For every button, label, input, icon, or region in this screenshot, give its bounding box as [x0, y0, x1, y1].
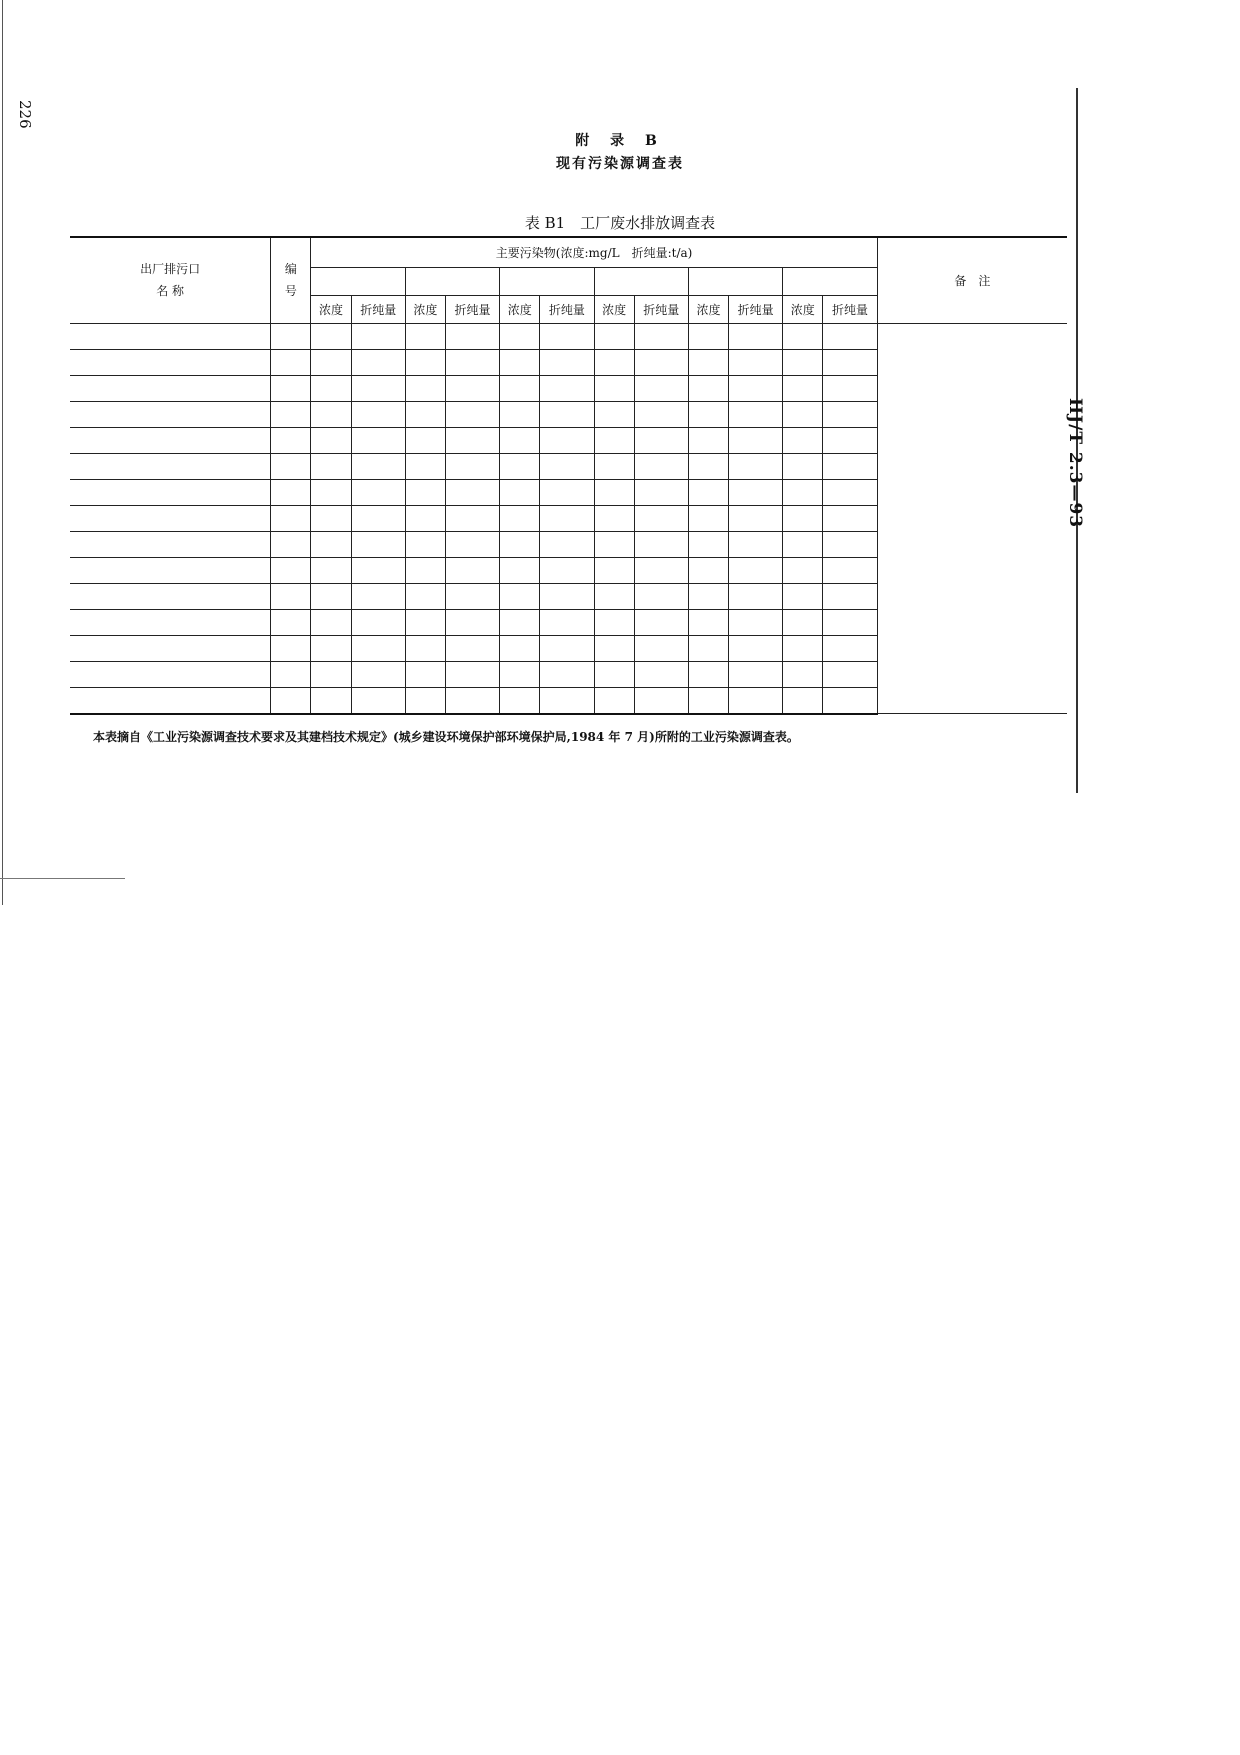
concentration-cell[interactable] — [500, 531, 540, 557]
pure-amount-cell[interactable] — [634, 427, 688, 453]
concentration-cell[interactable] — [783, 609, 823, 635]
pure-amount-cell[interactable] — [445, 661, 499, 687]
pure-amount-cell[interactable] — [823, 323, 877, 349]
pure-amount-header: 折纯量 — [351, 295, 405, 323]
code-header: 编 号 — [271, 237, 311, 323]
pure-amount-cell[interactable] — [445, 453, 499, 479]
outlet-name-cell[interactable] — [70, 583, 271, 609]
concentration-cell[interactable] — [688, 635, 728, 661]
pure-amount-cell[interactable] — [823, 661, 877, 687]
pure-amount-cell[interactable] — [445, 609, 499, 635]
concentration-cell[interactable] — [500, 557, 540, 583]
concentration-cell[interactable] — [783, 583, 823, 609]
remarks-header: 备 注 — [877, 237, 1067, 323]
concentration-cell[interactable] — [405, 609, 445, 635]
concentration-cell[interactable] — [405, 583, 445, 609]
pure-amount-cell[interactable] — [445, 687, 499, 714]
pure-amount-cell[interactable] — [540, 479, 594, 505]
outlet-name-cell[interactable] — [70, 453, 271, 479]
pure-amount-cell[interactable] — [351, 453, 405, 479]
pollutant-name-cell[interactable] — [311, 267, 405, 295]
pure-amount-cell[interactable] — [823, 401, 877, 427]
concentration-cell[interactable] — [311, 349, 351, 375]
concentration-cell[interactable] — [783, 375, 823, 401]
remarks-cell[interactable] — [877, 323, 1067, 714]
code-cell[interactable] — [271, 583, 311, 609]
concentration-cell[interactable] — [594, 609, 634, 635]
code-cell[interactable] — [271, 479, 311, 505]
concentration-cell[interactable] — [311, 583, 351, 609]
pure-amount-cell[interactable] — [729, 609, 783, 635]
pure-amount-cell[interactable] — [351, 375, 405, 401]
concentration-cell[interactable] — [688, 479, 728, 505]
pure-amount-cell[interactable] — [445, 505, 499, 531]
pure-amount-header: 折纯量 — [445, 295, 499, 323]
code-cell[interactable] — [271, 531, 311, 557]
pure-amount-cell[interactable] — [634, 635, 688, 661]
code-cell[interactable] — [271, 375, 311, 401]
pure-amount-cell[interactable] — [445, 375, 499, 401]
pure-amount-cell[interactable] — [823, 583, 877, 609]
pure-amount-cell[interactable] — [540, 661, 594, 687]
concentration-cell[interactable] — [783, 557, 823, 583]
pollutant-name-cell[interactable] — [783, 267, 877, 295]
code-cell[interactable] — [271, 427, 311, 453]
outlet-name-cell[interactable] — [70, 531, 271, 557]
pure-amount-cell[interactable] — [540, 505, 594, 531]
concentration-header: 浓度 — [311, 295, 351, 323]
concentration-cell[interactable] — [783, 349, 823, 375]
pure-amount-cell[interactable] — [729, 479, 783, 505]
pure-amount-cell[interactable] — [445, 401, 499, 427]
code-cell[interactable] — [271, 401, 311, 427]
pure-amount-cell[interactable] — [540, 323, 594, 349]
outlet-name-cell[interactable] — [70, 349, 271, 375]
pure-amount-cell[interactable] — [540, 401, 594, 427]
pure-amount-cell[interactable] — [540, 557, 594, 583]
pure-amount-cell[interactable] — [351, 531, 405, 557]
outlet-name-cell[interactable] — [70, 401, 271, 427]
pure-amount-cell[interactable] — [823, 609, 877, 635]
pure-amount-cell[interactable] — [634, 375, 688, 401]
pure-amount-cell[interactable] — [351, 479, 405, 505]
pure-amount-cell[interactable] — [634, 531, 688, 557]
pure-amount-cell[interactable] — [823, 479, 877, 505]
page-edge-tick — [0, 878, 125, 879]
concentration-cell[interactable] — [311, 661, 351, 687]
concentration-cell[interactable] — [783, 661, 823, 687]
concentration-cell[interactable] — [688, 453, 728, 479]
outlet-name-cell[interactable] — [70, 661, 271, 687]
pure-amount-cell[interactable] — [729, 557, 783, 583]
concentration-header: 浓度 — [405, 295, 445, 323]
pure-amount-cell[interactable] — [351, 349, 405, 375]
outlet-name-cell[interactable] — [70, 609, 271, 635]
concentration-cell[interactable] — [500, 687, 540, 714]
concentration-cell[interactable] — [405, 687, 445, 714]
pollutant-name-cell[interactable] — [405, 267, 499, 295]
pure-amount-cell[interactable] — [540, 453, 594, 479]
concentration-cell[interactable] — [594, 661, 634, 687]
pure-amount-cell[interactable] — [445, 427, 499, 453]
pure-amount-cell[interactable] — [540, 609, 594, 635]
pure-amount-cell[interactable] — [729, 531, 783, 557]
code-cell[interactable] — [271, 661, 311, 687]
pure-amount-cell[interactable] — [823, 557, 877, 583]
pure-amount-cell[interactable] — [634, 557, 688, 583]
concentration-cell[interactable] — [500, 609, 540, 635]
outlet-name-cell[interactable] — [70, 505, 271, 531]
wastewater-survey-table — [70, 236, 1067, 715]
concentration-cell[interactable] — [500, 375, 540, 401]
code-cell[interactable] — [271, 505, 311, 531]
pure-amount-cell[interactable] — [445, 349, 499, 375]
pure-amount-cell[interactable] — [351, 557, 405, 583]
concentration-cell[interactable] — [311, 479, 351, 505]
pure-amount-cell[interactable] — [351, 687, 405, 714]
concentration-cell[interactable] — [311, 505, 351, 531]
header-row-1 — [70, 237, 1067, 267]
concentration-cell[interactable] — [783, 531, 823, 557]
concentration-cell[interactable] — [688, 557, 728, 583]
pure-amount-cell[interactable] — [729, 349, 783, 375]
pollutant-name-cell[interactable] — [688, 267, 782, 295]
concentration-cell[interactable] — [405, 531, 445, 557]
pure-amount-cell[interactable] — [729, 323, 783, 349]
concentration-cell[interactable] — [783, 323, 823, 349]
pure-amount-cell[interactable] — [634, 453, 688, 479]
concentration-cell[interactable] — [783, 635, 823, 661]
pure-amount-cell[interactable] — [729, 687, 783, 714]
concentration-cell[interactable] — [594, 583, 634, 609]
pollutants-header: 主要污染物(浓度:mg/L 折纯量:t/a) — [311, 237, 877, 267]
pure-amount-cell[interactable] — [729, 583, 783, 609]
concentration-cell[interactable] — [405, 661, 445, 687]
concentration-cell[interactable] — [688, 349, 728, 375]
concentration-cell[interactable] — [688, 609, 728, 635]
concentration-header: 浓度 — [594, 295, 634, 323]
pure-amount-cell[interactable] — [445, 635, 499, 661]
pure-amount-cell[interactable] — [634, 349, 688, 375]
concentration-cell[interactable] — [500, 505, 540, 531]
table-row — [70, 323, 1067, 349]
table-caption: 表 B1 工厂废水排放调查表 — [524, 214, 716, 232]
concentration-cell[interactable] — [688, 583, 728, 609]
outlet-name-cell[interactable] — [70, 687, 271, 714]
outlet-name-cell[interactable] — [70, 323, 271, 349]
pure-amount-cell[interactable] — [823, 349, 877, 375]
appendix-title: 附 录 B — [575, 133, 665, 149]
code-cell[interactable] — [271, 453, 311, 479]
appendix-subtitle: 现有污染源调查表 — [556, 156, 684, 172]
concentration-header: 浓度 — [500, 295, 540, 323]
pure-amount-cell[interactable] — [351, 427, 405, 453]
pure-amount-cell[interactable] — [729, 427, 783, 453]
concentration-cell[interactable] — [405, 401, 445, 427]
source-footnote: 本表摘自《工业污染源调查技术要求及其建档技术规定》(城乡建设环境保护部环境保护局,1984 年 7 月)所附的工业污染源调查表。 — [93, 730, 799, 744]
concentration-cell[interactable] — [500, 583, 540, 609]
pure-amount-cell[interactable] — [540, 583, 594, 609]
concentration-cell[interactable] — [405, 635, 445, 661]
concentration-cell[interactable] — [594, 635, 634, 661]
pure-amount-cell[interactable] — [729, 635, 783, 661]
concentration-cell[interactable] — [311, 531, 351, 557]
outlet-name-cell[interactable] — [70, 479, 271, 505]
concentration-cell[interactable] — [311, 375, 351, 401]
concentration-cell[interactable] — [594, 427, 634, 453]
pure-amount-cell[interactable] — [634, 687, 688, 714]
pure-amount-cell[interactable] — [634, 661, 688, 687]
pure-amount-header: 折纯量 — [634, 295, 688, 323]
code-cell[interactable] — [271, 557, 311, 583]
concentration-header: 浓度 — [783, 295, 823, 323]
pure-amount-cell[interactable] — [823, 505, 877, 531]
concentration-cell[interactable] — [594, 453, 634, 479]
pure-amount-cell[interactable] — [351, 583, 405, 609]
pollutant-name-cell[interactable] — [594, 267, 688, 295]
code-cell[interactable] — [271, 635, 311, 661]
concentration-cell[interactable] — [594, 349, 634, 375]
pure-amount-cell[interactable] — [634, 583, 688, 609]
pure-amount-cell[interactable] — [823, 375, 877, 401]
concentration-cell[interactable] — [594, 505, 634, 531]
concentration-cell[interactable] — [405, 427, 445, 453]
pure-amount-cell[interactable] — [351, 401, 405, 427]
pure-amount-cell[interactable] — [634, 401, 688, 427]
concentration-cell[interactable] — [783, 687, 823, 714]
concentration-cell[interactable] — [594, 687, 634, 714]
concentration-cell[interactable] — [405, 479, 445, 505]
pure-amount-cell[interactable] — [634, 505, 688, 531]
concentration-cell[interactable] — [311, 401, 351, 427]
outlet-name-cell[interactable] — [70, 375, 271, 401]
pure-amount-cell[interactable] — [634, 609, 688, 635]
concentration-cell[interactable] — [594, 323, 634, 349]
pure-amount-cell[interactable] — [351, 323, 405, 349]
concentration-cell[interactable] — [405, 453, 445, 479]
concentration-cell[interactable] — [594, 479, 634, 505]
page-number: 226 — [16, 100, 34, 129]
concentration-cell[interactable] — [405, 323, 445, 349]
pure-amount-cell[interactable] — [823, 531, 877, 557]
concentration-cell[interactable] — [311, 453, 351, 479]
pure-amount-cell[interactable] — [540, 635, 594, 661]
code-cell[interactable] — [271, 687, 311, 714]
outlet-name-cell[interactable] — [70, 635, 271, 661]
concentration-cell[interactable] — [500, 453, 540, 479]
concentration-cell[interactable] — [500, 661, 540, 687]
concentration-cell[interactable] — [688, 661, 728, 687]
code-cell[interactable] — [271, 349, 311, 375]
pure-amount-cell[interactable] — [445, 531, 499, 557]
outlet-name-header: 出厂排污口 名 称 — [70, 237, 271, 323]
pure-amount-cell[interactable] — [729, 505, 783, 531]
concentration-cell[interactable] — [405, 557, 445, 583]
pure-amount-cell[interactable] — [823, 635, 877, 661]
pure-amount-cell[interactable] — [445, 479, 499, 505]
pure-amount-cell[interactable] — [634, 323, 688, 349]
pure-amount-cell[interactable] — [351, 661, 405, 687]
code-cell[interactable] — [271, 609, 311, 635]
outlet-name-cell[interactable] — [70, 557, 271, 583]
pure-amount-cell[interactable] — [634, 479, 688, 505]
concentration-cell[interactable] — [783, 453, 823, 479]
outlet-name-cell[interactable] — [70, 427, 271, 453]
concentration-cell[interactable] — [688, 687, 728, 714]
pure-amount-cell[interactable] — [729, 453, 783, 479]
pure-amount-header: 折纯量 — [540, 295, 594, 323]
concentration-cell[interactable] — [311, 687, 351, 714]
concentration-cell[interactable] — [500, 323, 540, 349]
pure-amount-cell[interactable] — [729, 401, 783, 427]
pure-amount-cell[interactable] — [351, 635, 405, 661]
pure-amount-cell[interactable] — [729, 375, 783, 401]
pure-amount-cell[interactable] — [540, 375, 594, 401]
concentration-cell[interactable] — [500, 427, 540, 453]
pure-amount-cell[interactable] — [445, 583, 499, 609]
pure-amount-cell[interactable] — [540, 687, 594, 714]
pure-amount-header: 折纯量 — [729, 295, 783, 323]
pure-amount-cell[interactable] — [351, 505, 405, 531]
concentration-cell[interactable] — [783, 401, 823, 427]
concentration-cell[interactable] — [500, 401, 540, 427]
concentration-cell[interactable] — [688, 505, 728, 531]
pure-amount-cell[interactable] — [823, 427, 877, 453]
concentration-cell[interactable] — [688, 375, 728, 401]
pure-amount-cell[interactable] — [445, 557, 499, 583]
pure-amount-cell[interactable] — [351, 609, 405, 635]
concentration-cell[interactable] — [688, 323, 728, 349]
concentration-cell[interactable] — [688, 427, 728, 453]
concentration-cell[interactable] — [311, 427, 351, 453]
pure-amount-cell[interactable] — [823, 687, 877, 714]
concentration-cell[interactable] — [405, 375, 445, 401]
pure-amount-cell[interactable] — [729, 661, 783, 687]
concentration-cell[interactable] — [594, 375, 634, 401]
pure-amount-header: 折纯量 — [823, 295, 877, 323]
concentration-cell[interactable] — [311, 557, 351, 583]
concentration-cell[interactable] — [500, 635, 540, 661]
table-body — [70, 323, 1067, 714]
concentration-cell[interactable] — [783, 479, 823, 505]
concentration-cell[interactable] — [594, 401, 634, 427]
pollutant-name-cell[interactable] — [500, 267, 594, 295]
concentration-cell[interactable] — [783, 505, 823, 531]
pure-amount-cell[interactable] — [540, 427, 594, 453]
concentration-cell[interactable] — [311, 635, 351, 661]
concentration-cell[interactable] — [500, 479, 540, 505]
concentration-cell[interactable] — [311, 323, 351, 349]
concentration-cell[interactable] — [688, 531, 728, 557]
pure-amount-cell[interactable] — [823, 453, 877, 479]
standard-code: HJ/T 2.3—93 — [1065, 398, 1085, 529]
concentration-cell[interactable] — [500, 349, 540, 375]
pure-amount-cell[interactable] — [540, 531, 594, 557]
concentration-cell[interactable] — [405, 349, 445, 375]
concentration-cell[interactable] — [688, 401, 728, 427]
concentration-cell[interactable] — [594, 531, 634, 557]
concentration-cell[interactable] — [405, 505, 445, 531]
pure-amount-cell[interactable] — [445, 323, 499, 349]
pure-amount-cell[interactable] — [540, 349, 594, 375]
concentration-header: 浓度 — [688, 295, 728, 323]
concentration-cell[interactable] — [783, 427, 823, 453]
code-cell[interactable] — [271, 323, 311, 349]
concentration-cell[interactable] — [311, 609, 351, 635]
concentration-cell[interactable] — [594, 557, 634, 583]
